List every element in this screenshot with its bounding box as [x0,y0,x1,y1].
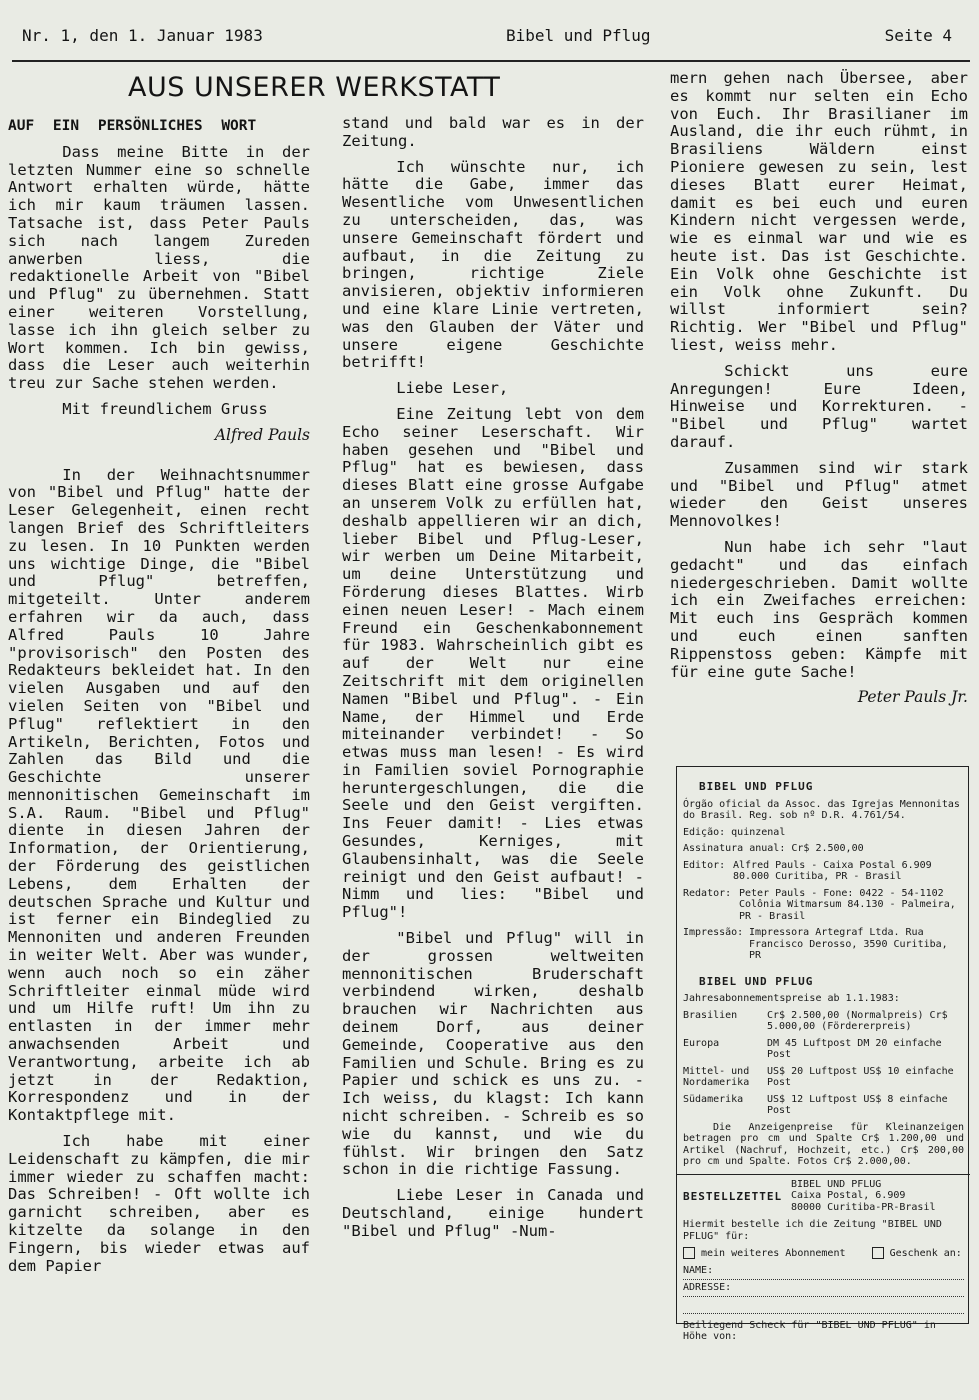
article-heading: AUF EIN PERSÖNLICHES WORT [8,118,257,134]
price-region: Brasilien [683,1009,738,1021]
price-region: Mittel- und Nordamerika [683,1065,750,1088]
price-region: Südamerika [683,1093,744,1105]
redator-value: Peter Pauls - Fone: 0422 - 54-1102 Colônia Witmarsum 84.130 - Palmeira, PR - Brasil [739,887,956,922]
box-title-2: BIBEL UND PFLUG [699,974,814,988]
paper-name: Bibel und Pflug [506,26,651,45]
header-rule [12,60,970,62]
subscription-checkbox[interactable] [683,1247,695,1259]
order-address-line: 80000 Curitiba-PR-Brasil [791,1201,936,1213]
impressao-value: Impressora Artegraf Ltda. Rua Francisco Derosso, 3590 Curitiba, PR [749,927,948,961]
assinatura-line: Assinatura anual: Cr$ 2.500,00 [683,843,864,854]
box-divider [677,1174,970,1175]
name-field[interactable] [683,1265,964,1280]
jahres-line: Jahresabonnementspreise ab 1.1.1983: [683,993,900,1004]
paragraph: In der Weihnachtsnummer von "Bibel und Pflug" hatte der Leser Gelegenheit, einen recht langen Brief des Schriftleiters zu lesen. In 10 Punkten werden uns wichtige Dinge, die "Bibel und Pflug" betreffen, mitgeteilt. Unter anderem erfahren wir da auch, dass Alfred Pauls 10 Jahre "provisorisch" den Posten des Redakteurs bekleidet hat. In den vielen Ausgaben und auf den vielen Seiten von "Bibel und Pflug" reflektiert in den Artikeln, Berichten, Fotos und Zahlen das Bild und die Geschichte unserer mennonitischen Gemeinschaft im S.A. Raum. "Bibel und Pflug" diente in diesen Jahren der Information, der Orientierung, der Förderung des geistlichen Lebens, dem Erhalten der deutschen Sprache und Kultur und ist ferner ein Bindeglied zu Mennoniten und anderen Freunden in weiter Welt. Aber was wunder, wenn auch noch so ein zäher Schriftleiter einmal müde wird und um Hilfe ruft! Um ihn zu entlasten in der immer mehr anwachsenden Arbeit und Verantwortung, arbeite ich ab jetzt in der Redaktion, Korrespondenz und in der Kontaktpflege mit. [8,465,310,1125]
price-value: US$ 20 Luftpost US$ 10 einfache Post [767,1065,954,1088]
subscription-label: mein weiteres Abonnement [701,1248,846,1259]
order-options [683,1247,964,1260]
column-1 [8,118,310,1283]
section-title: AUS UNSERER WERKSTATT [128,72,501,103]
paragraph: Ich habe mit einer Leidenschaft zu kämpfen, die mir immer wieder zu schaffen macht: Das Schreiben! - Oft wollte ich garnicht schreiben, aber es kitzelte da solange in den Fingern, bis wieder etwas auf dem Papier [8,1132,310,1275]
editor-row [683,860,964,883]
paragraph: Liebe Leser in Canada und Deutschland, einige hundert "Bibel und Pflug" -Num- [342,1186,644,1240]
signature: Alfred Pauls [214,425,310,444]
salutation: Liebe Leser, [396,379,509,398]
paragraph: mern gehen nach Übersee, aber es kommt nur selten ein Echo von Euch. Ihr Brasilianer im Ausland, die ihr euch rühmt, in Brasiliens Wäldern einst Pioniere gewesen zu sein, lest dieses Blatt eurer Heimat, damit es bei euch und euren Kindern nicht vergessen werde, wie es einmal war und wie es heute ist. Das ist Geschichte. Ein Volk ohne Geschichte ist ein Volk ohne Zukunft. Du willst informiert sein? Richtig. Wer "Bibel und Pflug" liest, weiss mehr. [670,69,968,354]
paragraph: Zusammen sind wir stark und "Bibel und Pflug" atmet wieder den Geist unseres Mennovolkes! [670,458,968,531]
order-address-line: Caixa Postal, 6.909 [791,1190,906,1201]
paragraph: Dass meine Bitte in der letzten Nummer eine so schnelle Antwort erhalten würde, hätte ich mir kaum träumen lassen. Tatsache ist, dass Peter Pauls sich nach langem Zureden anwerben liess, die redaktionelle Arbeit von "Bibel und Pflug" zu übernehmen. Statt einer weiteren Vorstellung, lasse ich ihn gleich selber zu Wort kommen. Ich bin gewiss, dass die Leser auch weiterhin treu zur Sache stehen werden. [8,142,310,393]
address-field-2[interactable] [683,1299,964,1314]
order-address [791,1179,936,1214]
edicao-line: Edição: quinzenal [683,826,786,838]
cheque-line: Beiliegend Scheck für "BIBEL UND PFLUG" in Höhe von: [683,1319,936,1342]
price-row [683,1038,964,1061]
price-value: DM 45 Luftpost DM 20 einfache Post [767,1037,942,1060]
price-region: Europa [683,1037,720,1049]
page-number: Seite 4 [884,26,952,45]
address-label: ADRESSE: [683,1281,732,1293]
order-form-title: BESTELLZETTEL [683,1189,783,1203]
issue-date: Nr. 1, den 1. Januar 1983 [22,26,263,45]
price-row [683,1066,964,1089]
orgao-line: Órgão oficial da Assoc. das Igrejas Mennonitas do Brasil. Reg. sob nº D.R. 4.761/54. [683,798,960,821]
price-value: US$ 12 Luftpost US$ 8 einfache Post [767,1093,948,1116]
page-header [22,26,952,52]
order-intro: Hiermit bestelle ich die Zeitung "BIBEL UND PFLUG" für: [683,1219,942,1242]
anzeigen-line: Die Anzeigenpreise für Kleinanzeigen betragen pro cm und Spalte Cr$ 1.200,00 und Artikel (Nachruf, Hochzeit, etc.) Cr$ 200,00 pro cm und Spalte. Fotos Cr$ 2.000,00. [683,1121,964,1167]
imprint-box [676,766,969,1342]
redator-row [683,888,964,923]
price-row [683,1094,964,1117]
name-label: NAME: [683,1264,714,1276]
signature: Peter Pauls Jr. [857,688,968,707]
order-form-header [683,1179,964,1214]
editor-label: Editor: [683,859,726,871]
editor-value: Alfred Pauls - Caixa Postal 6.909 80.000 Curitiba, PR - Brasil [733,859,932,882]
column-2 [342,115,644,1249]
box-title: BIBEL UND PFLUG [699,780,814,793]
redator-label: Redator: [683,887,732,899]
address-field[interactable] [683,1282,964,1297]
impressao-label: Impressão: [683,927,744,938]
impressao-row [683,927,964,962]
paragraph: stand und bald war es in der Zeitung. [342,114,644,150]
greeting: Mit freundlichem Gruss [62,399,268,418]
paragraph: Eine Zeitung lebt von dem Echo seiner Leserschaft. Wir haben gesehen und "Bibel und Pflug" hat es bewiesen, dass dieses Blatt eine grosse Aufgabe an unserem Volk zu erfüllen hat, deshalb appellieren wir an dich, lieber Bibel und Pflug-Leser, wir werben um Deine Mitarbeit, um deine Unterstützung und Förderung dieses Blattes. Wirb einen neuen Leser! - Mach einem Freund ein Geschenkabonnement für 1983. Wahrscheinlich gibt es auf der Welt nur eine Zeitschrift mit dem originellen Namen "Bibel und Pflug". - Ein Name, der Himmel und Erde miteinander verbindet! - So etwas muss man lesen! - Es wird in Familien soviel Pornographie heruntergeschlungen, die die Seele und den Geist vergiften. Ins Feuer damit! - Lies etwas Gesundes, Kerniges, mit Glaubensinhalt, was die Seele reinigt und den Geist aufbaut! - Nimm und lies: "Bibel und Pflug"! [342,404,644,922]
price-row [683,1010,964,1033]
gift-label: Geschenk an: [889,1248,962,1259]
paragraph: Ich wünschte nur, ich hätte die Gabe, immer das Wesentliche vom Unwesentlichen zu unterscheiden, das, was unsere Gemeinschaft fördert und aufbaut, in die Zeitung zu bringen, richtige Ziele anvisieren, objektiv informieren und eine klare Linie vertreten, was den Glauben der Väter und unsere eigene Geschichte betrifft! [342,157,644,372]
gift-checkbox[interactable] [872,1247,884,1259]
paragraph: Nun habe ich sehr "laut gedacht" und das einfach niedergeschrieben. Damit wollte ich ein Zweifaches erreichen: Mit euch ins Gespräch kommen und euch einen sanften Rippenstoss geben: Kämpfe mit für eine gute Sache! [670,537,968,681]
column-3 [670,70,968,715]
paragraph: "Bibel und Pflug" will in der grossen weltweiten mennonitischen Bruderschaft verbindend wirken, deshalb brauchen wir Nachrichten aus deinem Dorf, aus deiner Gemeinde, Cooperative aus den Familien und Schule. Bring es zu Papier und schick es uns zu. - Ich weiss, du klagst: Ich kann nicht schreiben. - Schreib es so wie du kannst, und wie du fühlst. Wir bringen den Satz schon in die richtige Fassung. [342,929,644,1179]
order-address-line: BIBEL UND PFLUG [791,1178,882,1190]
price-value: Cr$ 2.500,00 (Normalpreis) Cr$ 5.000,00 (Fördererpreis) [767,1009,948,1032]
paragraph: Schickt uns eure Anregungen! Eure Ideen, Hinweise und Korrekturen. - "Bibel und Pflug" wartet darauf. [670,361,968,451]
